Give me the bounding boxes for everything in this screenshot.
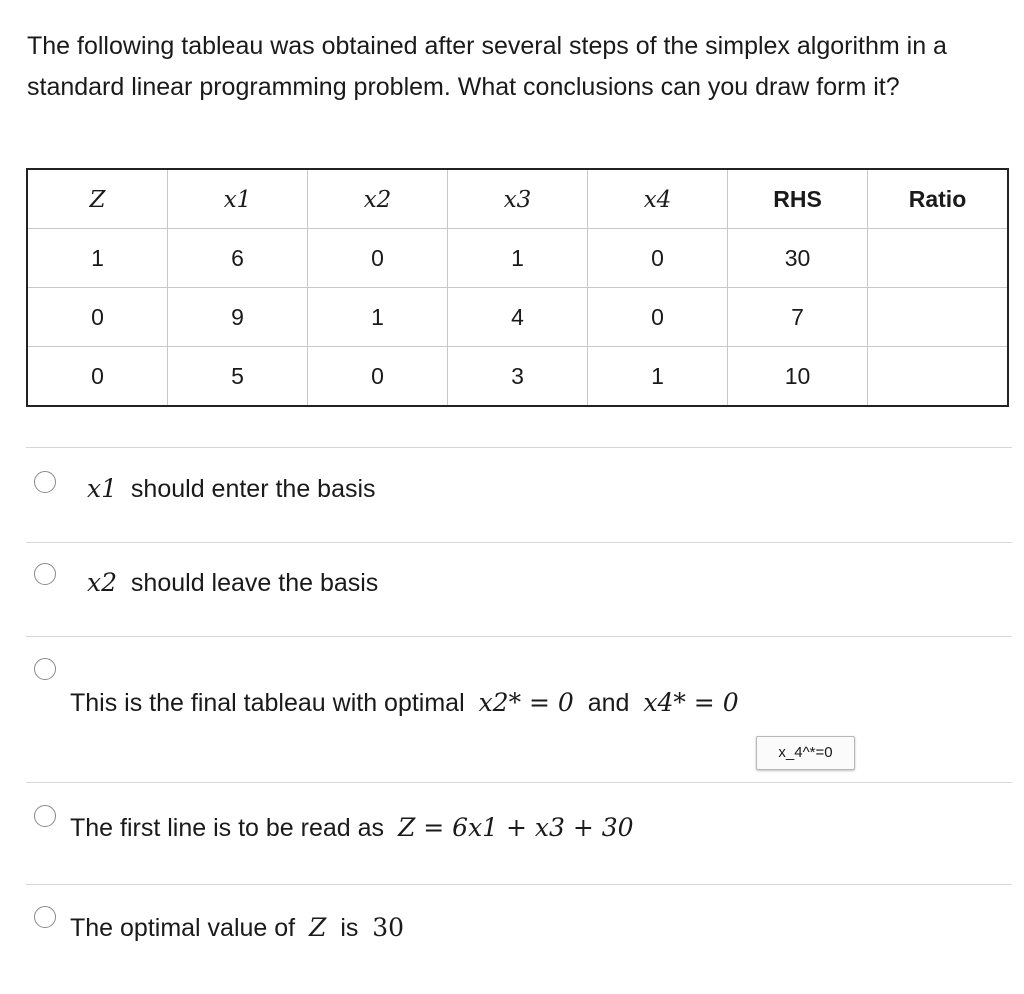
divider	[26, 542, 1012, 543]
option-3-math-x4: x4* = 0	[643, 688, 739, 717]
option-3-text: This is the final tableau with optimal	[70, 689, 465, 717]
simplex-tableau	[26, 168, 1009, 407]
cell: 5	[168, 347, 308, 407]
cell: 1	[588, 347, 728, 407]
cell: 3	[448, 347, 588, 407]
option-1-text: should enter the basis	[130, 475, 376, 503]
cell: 0	[588, 229, 728, 288]
cell	[868, 229, 1009, 288]
question-text: The following tableau was obtained after several steps of the simplex algorithm in a standard linear programming problem. What conclusions can you draw form it?	[27, 32, 947, 101]
header-x3: x3	[448, 169, 588, 229]
cell: 0	[27, 347, 168, 407]
header-rhs: RHS	[728, 169, 868, 229]
option-5-z: Z	[309, 913, 327, 942]
option-5-value: 30	[372, 913, 405, 942]
cell: 0	[27, 288, 168, 347]
option-3-label[interactable]	[70, 688, 739, 718]
tableau-header-row	[27, 169, 1008, 229]
option-1-radio[interactable]	[34, 471, 56, 493]
cell: 4	[448, 288, 588, 347]
option-1-var: x1	[87, 474, 118, 503]
header-x4: x4	[588, 169, 728, 229]
option-3-math-x2: x2* = 0	[478, 688, 574, 717]
option-4-formula: Z = 6x1 + x3 + 30	[397, 813, 634, 842]
option-4-label[interactable]	[70, 813, 634, 843]
header-ratio: Ratio	[868, 169, 1009, 229]
cell: 1	[27, 229, 168, 288]
math-tooltip: x_4^*=0	[756, 736, 855, 770]
cell: 6	[168, 229, 308, 288]
divider	[26, 636, 1012, 637]
option-5-radio[interactable]	[34, 906, 56, 928]
option-5-is: is	[340, 914, 359, 942]
option-4-radio[interactable]	[34, 805, 56, 827]
cell: 7	[728, 288, 868, 347]
cell: 9	[168, 288, 308, 347]
cell: 0	[308, 229, 448, 288]
header-x1: x1	[168, 169, 308, 229]
option-1-label[interactable]	[87, 474, 376, 504]
cell	[868, 347, 1009, 407]
option-3-and: and	[587, 689, 630, 717]
cell: 0	[588, 288, 728, 347]
header-x2: x2	[308, 169, 448, 229]
option-2-var: x2	[87, 568, 118, 597]
cell: 1	[308, 288, 448, 347]
header-z: Z	[27, 169, 168, 229]
divider	[26, 884, 1012, 885]
option-5-label[interactable]	[70, 913, 404, 943]
divider	[26, 782, 1012, 783]
cell: 1	[448, 229, 588, 288]
cell	[868, 288, 1009, 347]
option-5-text: The optimal value of	[70, 914, 296, 942]
cell: 0	[308, 347, 448, 407]
cell: 30	[728, 229, 868, 288]
option-2-label[interactable]	[87, 568, 378, 598]
divider	[26, 447, 1012, 448]
option-2-radio[interactable]	[34, 563, 56, 585]
cell: 10	[728, 347, 868, 407]
tableau-row	[27, 288, 1008, 347]
option-3-radio[interactable]	[34, 658, 56, 680]
option-2-text: should leave the basis	[130, 569, 379, 597]
option-4-text: The first line is to be read as	[70, 814, 385, 842]
tableau-row	[27, 347, 1008, 407]
tableau-row	[27, 229, 1008, 288]
